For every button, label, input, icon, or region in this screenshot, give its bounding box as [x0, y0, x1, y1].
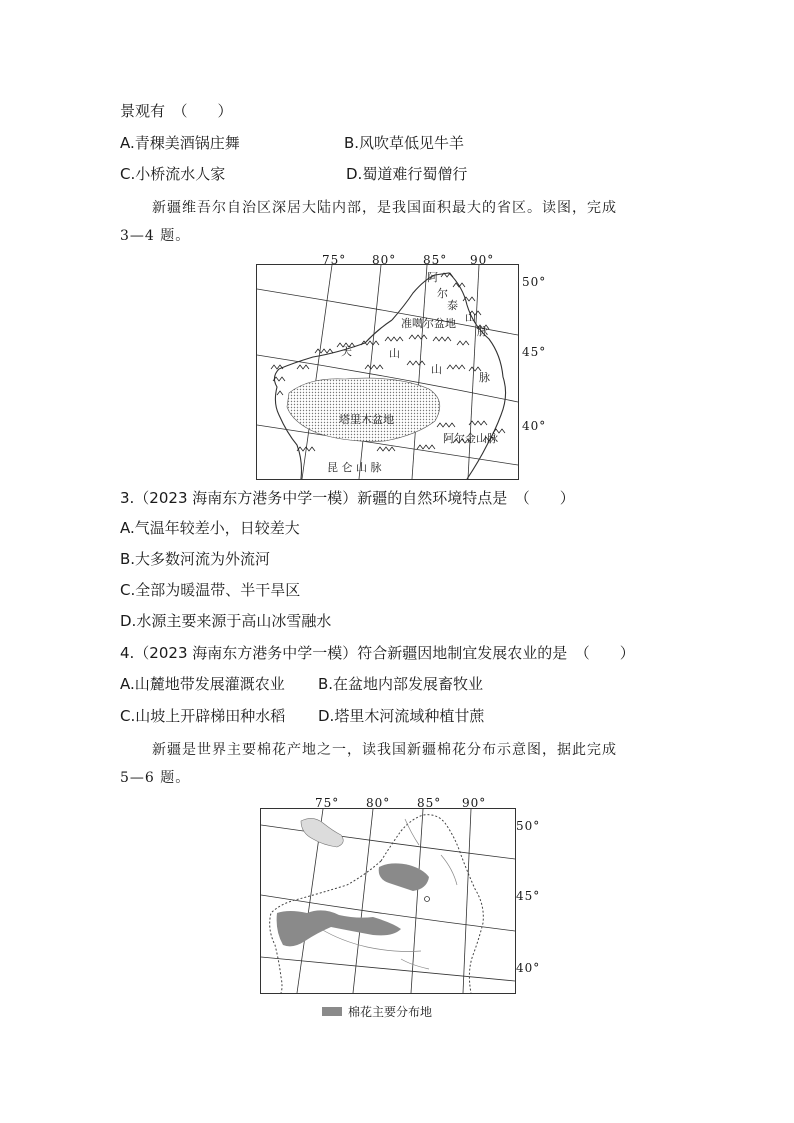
map-legend	[322, 1003, 432, 1020]
label-altai-2: 尔	[437, 287, 448, 300]
label-altai-4: 山	[465, 311, 476, 324]
label-altun-mountains: 阿尔金山脉	[443, 432, 498, 445]
map2-lon-85: 85°	[417, 796, 442, 810]
q4-option-a: A.山麓地带发展灌溉农业	[120, 675, 285, 693]
label-altai-1: 阿	[427, 271, 438, 284]
q2-option-c: C.小桥流水人家	[120, 165, 226, 183]
label-altai-3: 泰	[447, 299, 458, 312]
label-tianshan-4: 脉	[479, 371, 490, 384]
q3-option-c: C.全部为暖温带、半干旱区	[120, 581, 301, 599]
map2-lon-90: 90°	[462, 796, 487, 810]
map2-lat-40: 40°	[516, 961, 541, 975]
map1-lat-45: 45°	[522, 345, 547, 359]
passage-2-line-2: 5—6 题。	[120, 770, 191, 786]
q4-option-c: C.山坡上开辟梯田种水稻	[120, 707, 286, 725]
map1-lat-50: 50°	[522, 275, 547, 289]
legend-label: 棉花主要分布地	[348, 1005, 433, 1019]
map1-lon-80: 80°	[372, 253, 397, 267]
map1-lon-90: 90°	[470, 253, 495, 267]
map2-lon-75: 75°	[315, 796, 340, 810]
legend-swatch	[322, 1007, 342, 1016]
q4-option-b: B.在盆地内部发展畜牧业	[318, 675, 484, 693]
q4-option-d: D.塔里木河流域种植甘蔗	[318, 707, 485, 725]
label-tianshan-3: 山	[431, 363, 442, 376]
q3-stem: 3.（2023 海南东方港务中学一模）新疆的自然环境特点是 （ ）	[120, 489, 575, 507]
label-tianshan-2: 山	[389, 347, 400, 360]
q2-option-d: D.蜀道难行蜀僧行	[346, 165, 468, 183]
cotton-area-southwest	[277, 910, 401, 946]
label-tarim-basin: 塔里木盆地	[339, 413, 394, 426]
passage-2-line-1: 新疆是世界主要棉花产地之一，读我国新疆棉花分布示意图，据此完成	[152, 742, 617, 758]
label-altai-5: 脉	[477, 325, 488, 338]
q2-option-a: A.青稞美酒锅庄舞	[120, 134, 240, 152]
q3-option-a: A.气温年较差小，日较差大	[120, 519, 300, 537]
question-2-stem-tail: 景观有 （ ）	[120, 102, 233, 120]
map2-lon-80: 80°	[366, 796, 391, 810]
xinjiang-cotton-map	[260, 808, 516, 994]
q2-option-b: B.风吹草低见牛羊	[344, 134, 465, 152]
label-tianshan-1: 天	[341, 345, 352, 358]
label-junggar-basin: 准噶尔盆地	[401, 317, 456, 330]
label-kunlun-mountains: 昆 仑 山 脉	[327, 461, 382, 474]
cotton-area-junggar	[379, 863, 429, 891]
map1-lat-40: 40°	[522, 419, 547, 433]
xinjiang-terrain-map	[256, 264, 519, 480]
q3-option-b: B.大多数河流为外流河	[120, 550, 271, 568]
map2-lat-50: 50°	[516, 819, 541, 833]
passage-1-line-1: 新疆维吾尔自治区深居大陆内部，是我国面积最大的省区。读图，完成	[152, 200, 617, 216]
q4-stem: 4.（2023 海南东方港务中学一模）符合新疆因地制宜发展农业的是 （ ）	[120, 644, 635, 662]
q3-option-d: D.水源主要来源于高山冰雪融水	[120, 612, 332, 630]
map1-lon-75: 75°	[322, 253, 347, 267]
map2-lat-45: 45°	[516, 889, 541, 903]
passage-1-line-2: 3—4 题。	[120, 228, 191, 244]
map1-lon-85: 85°	[423, 253, 448, 267]
